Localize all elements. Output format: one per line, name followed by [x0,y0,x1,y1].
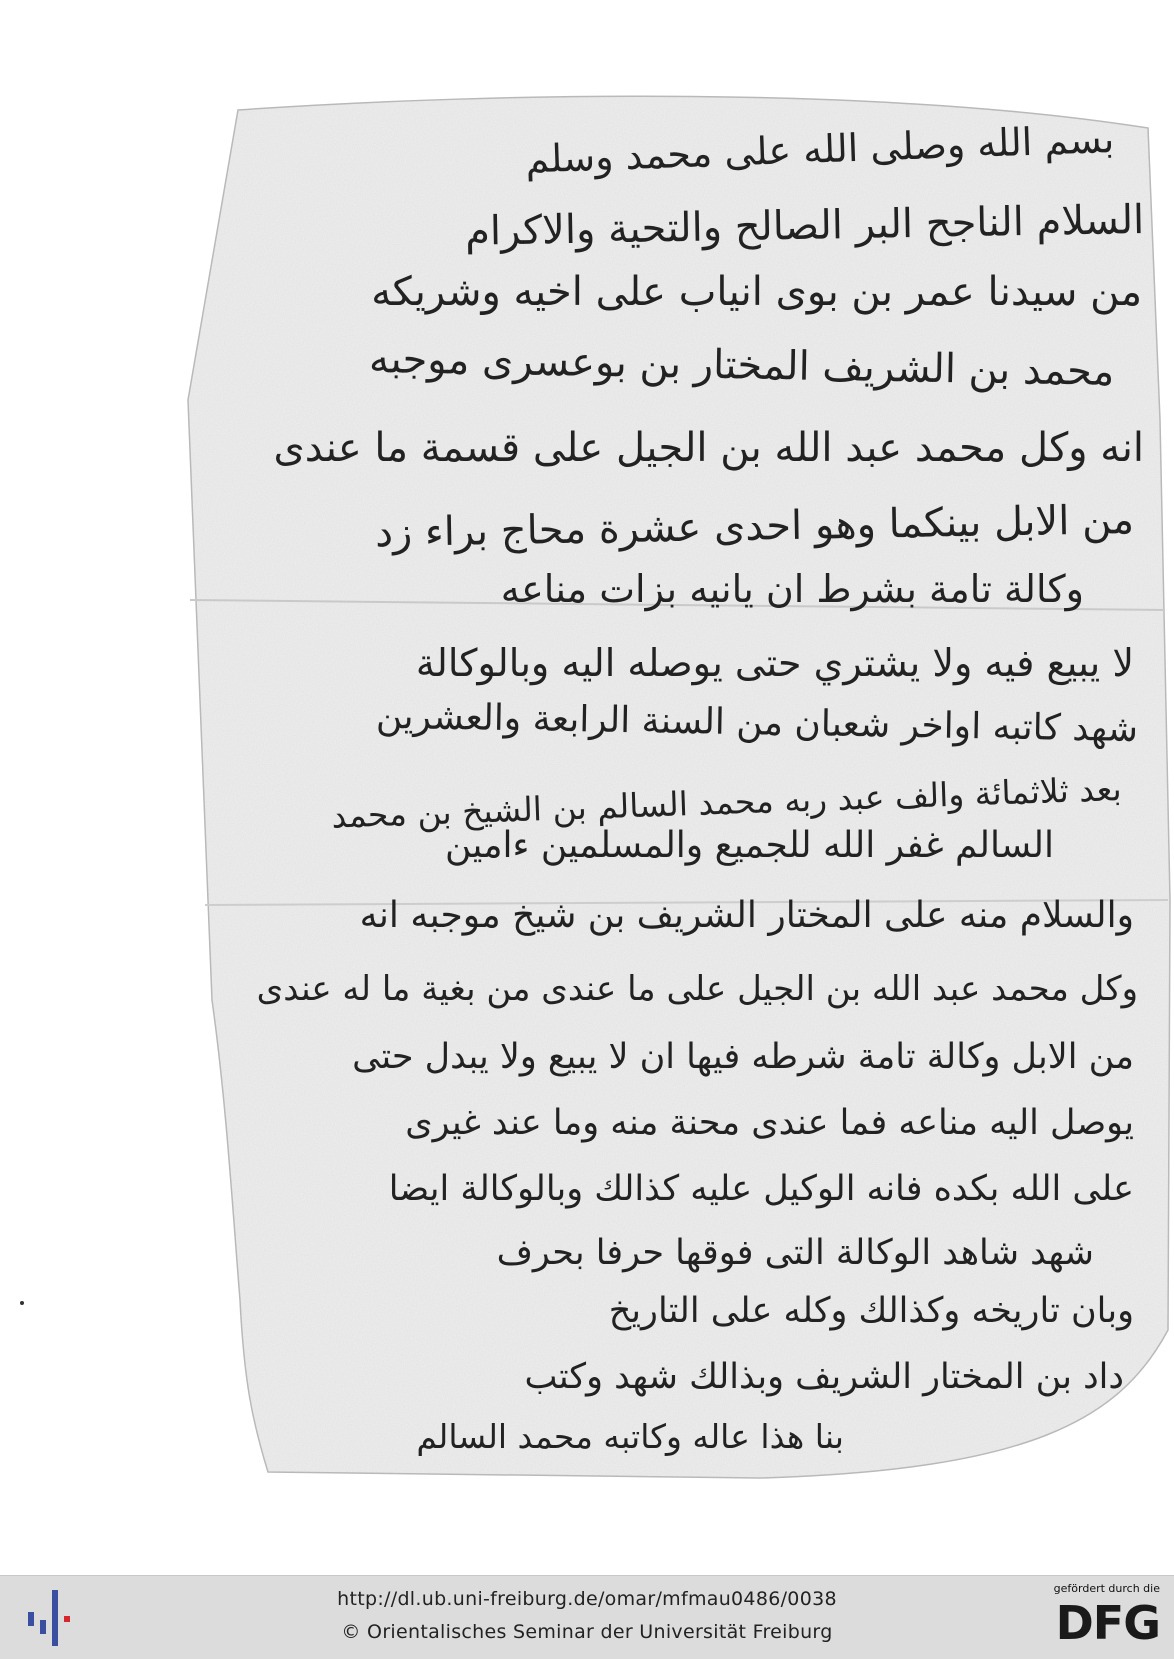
manuscript-line: شهد شاهد الوكالة التى فوقها حرفا بحرف [496,1233,1094,1273]
manuscript-line: انه وكل محمد عبد الله بن الجيل على قسمة ما عندى [273,425,1144,471]
manuscript-line: شهد كاتبه اواخر شعبان من السنة الرابعة والعشرين [375,695,1139,750]
manuscript-line: بعد ثلاثمائة والف عبد ربه محمد السالم بن الشيخ بن محمد [331,769,1123,836]
manuscript-line: داد بن المختار الشريف وبذالك شهد وكتب [524,1357,1124,1397]
manuscript-line: وكل محمد عبد الله بن الجيل على ما عندى من بغية ما له عندى [256,969,1138,1009]
manuscript-line: من سيدنا عمر بن بوى انياب على اخيه وشريكه [371,269,1142,315]
manuscript-line: السلام الناجح البر الصالح والتحية والاكرام [464,197,1145,255]
manuscript-line: والسلام منه على المختار الشريف بن شيخ موجبه انه [359,895,1134,936]
dfg-logo: DFG [1055,1596,1160,1650]
funding-caption: gefördert durch die [1053,1582,1160,1595]
manuscript-line: السالم غفر الله للجميع والمسلمين ءامين [444,825,1054,866]
copyright-notice: © Orientalisches Seminar der Universität Freiburg [341,1621,833,1643]
footer-bar [0,1575,1174,1659]
manuscript-line: محمد بن الشريف المختار بن بوعسرى موجبه [368,335,1115,395]
manuscript-line: على الله بكده فانه الوكيل عليه كذالك وبالوكالة ايضا [388,1169,1134,1209]
manuscript-line: بسم الله وصلى الله على محمد وسلم [524,117,1115,182]
source-url[interactable]: http://dl.ub.uni-freiburg.de/omar/mfmau0486/0038 [337,1588,837,1610]
manuscript-line: من الابل وكالة تامة شرطه فيها ان لا يبيع ولا يبدل حتى [352,1037,1134,1077]
ink-speck [20,1301,24,1305]
manuscript-line: وبان تاريخه وكذالك وكله على التاريخ [608,1291,1134,1331]
manuscript-line: لا يبيع فيه ولا يشتري حتى يوصله اليه وبالوكالة [415,641,1134,685]
manuscript-line: وكالة تامة بشرط ان يانيه بزات مناعه [500,567,1084,611]
manuscript-line: بنا هذا عاله وكاتبه محمد السالم [416,1417,844,1456]
manuscript-line: من الابل بينكما وهو احدى عشرة محاج براء زد [374,497,1135,557]
manuscript-line: يوصل اليه مناعه فما عندى محنة منه وما عند غيرى [405,1103,1134,1143]
